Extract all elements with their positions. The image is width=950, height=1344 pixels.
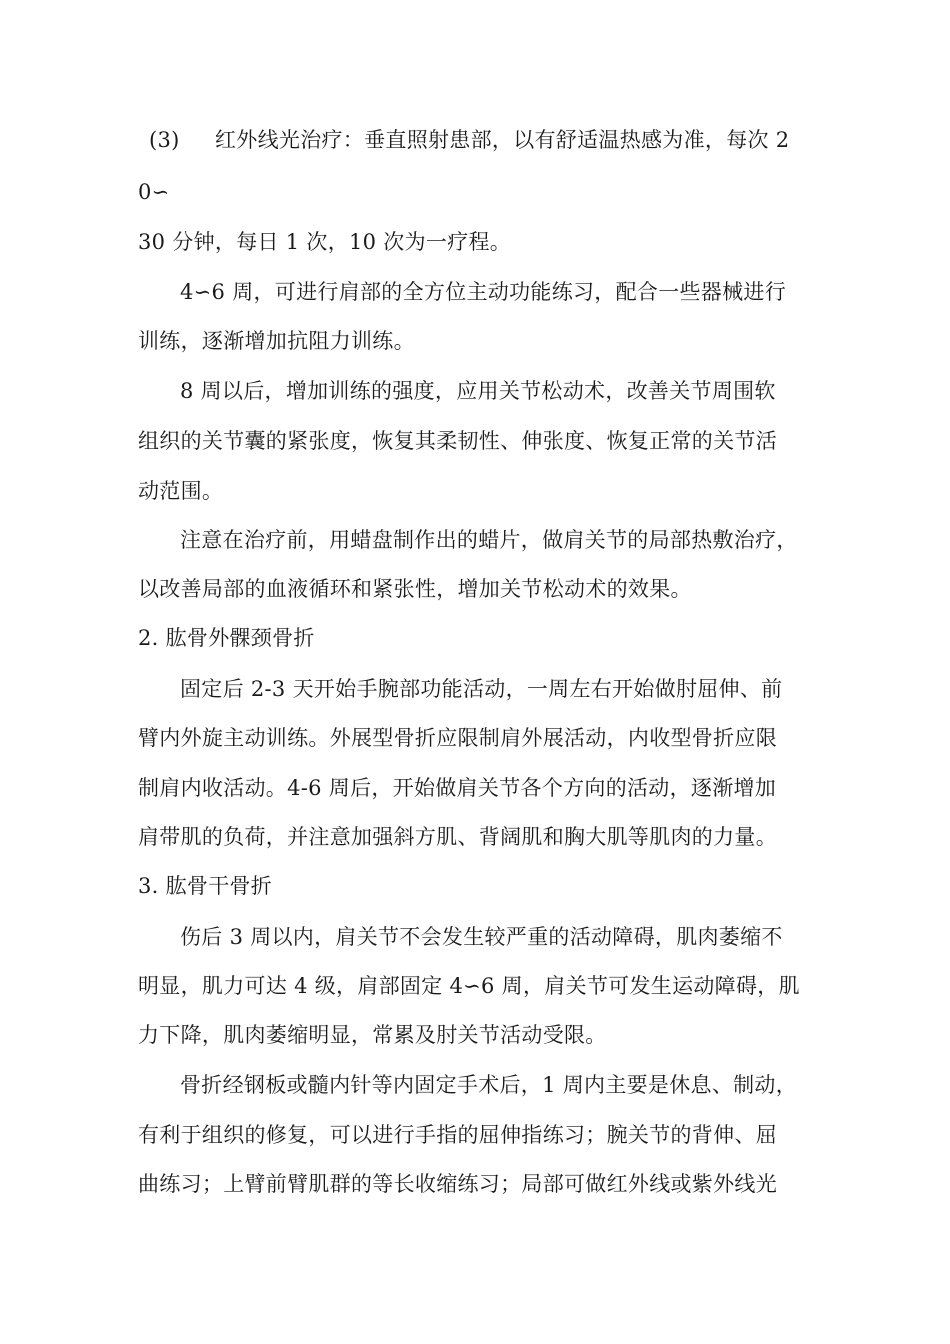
paragraph-line: 明显，肌力可达 4 级，肩部固定 4∽6 周，肩关节可发生运动障碍，肌 <box>138 974 800 998</box>
paragraph-line: 0∽ <box>138 180 170 204</box>
paragraph-line: 动范围。 <box>138 479 224 503</box>
paragraph-line: 制肩内收活动。4-6 周后，开始做肩关节各个方向的活动，逐渐增加 <box>138 776 777 800</box>
paragraph-line: 肩带肌的负荷，并注意加强斜方肌、背阔肌和胸大肌等肌肉的力量。 <box>138 825 777 849</box>
section-heading: 2. 肱骨外髁颈骨折 <box>138 626 315 650</box>
paragraph-line: 臂内外旋主动训练。外展型骨折应限制肩外展活动，内收型骨折应限 <box>138 726 777 750</box>
paragraph-line: 4∽6 周，可进行肩部的全方位主动功能练习，配合一些器械进行 <box>180 280 786 304</box>
paragraph-line: 固定后 2-3 天开始手腕部功能活动，一周左右开始做肘屈伸、前 <box>180 677 783 701</box>
paragraph-line: 注意在治疗前，用蜡盘制作出的蜡片，做肩关节的局部热敷治疗， <box>180 528 798 552</box>
paragraph-line: 30 分钟，每日 1 次，10 次为一疗程。 <box>138 230 512 254</box>
list-marker: (3) <box>149 128 180 152</box>
paragraph-line: 有利于组织的修复，可以进行手指的屈伸指练习；腕关节的背伸、屈 <box>138 1123 777 1147</box>
paragraph-line: 以改善局部的血液循环和紧张性，增加关节松动术的效果。 <box>138 577 692 601</box>
paragraph-line: 力下降，肌肉萎缩明显，常累及肘关节活动受限。 <box>138 1023 607 1047</box>
paragraph-line: 曲练习；上臂前臂肌群的等长收缩练习；局部可做红外线或紫外线光 <box>138 1172 777 1196</box>
paragraph-line: 训练，逐渐增加抗阻力训练。 <box>138 329 415 353</box>
paragraph-line: 组织的关节囊的紧张度，恢复其柔韧性、伸张度、恢复正常的关节活 <box>138 429 777 453</box>
paragraph-line: 红外线光治疗：垂直照射患部，以有舒适温热感为准，每次 2 <box>215 128 790 152</box>
paragraph-line: 伤后 3 周以内，肩关节不会发生较严重的活动障碍，肌肉萎缩不 <box>180 925 783 949</box>
paragraph-line: 8 周以后，增加训练的强度，应用关节松动术，改善关节周围软 <box>180 379 776 403</box>
paragraph-line: 骨折经钢板或髓内针等内固定手术后，1 周内主要是休息、制动， <box>180 1073 798 1097</box>
section-heading: 3. 肱骨干骨折 <box>138 874 273 898</box>
